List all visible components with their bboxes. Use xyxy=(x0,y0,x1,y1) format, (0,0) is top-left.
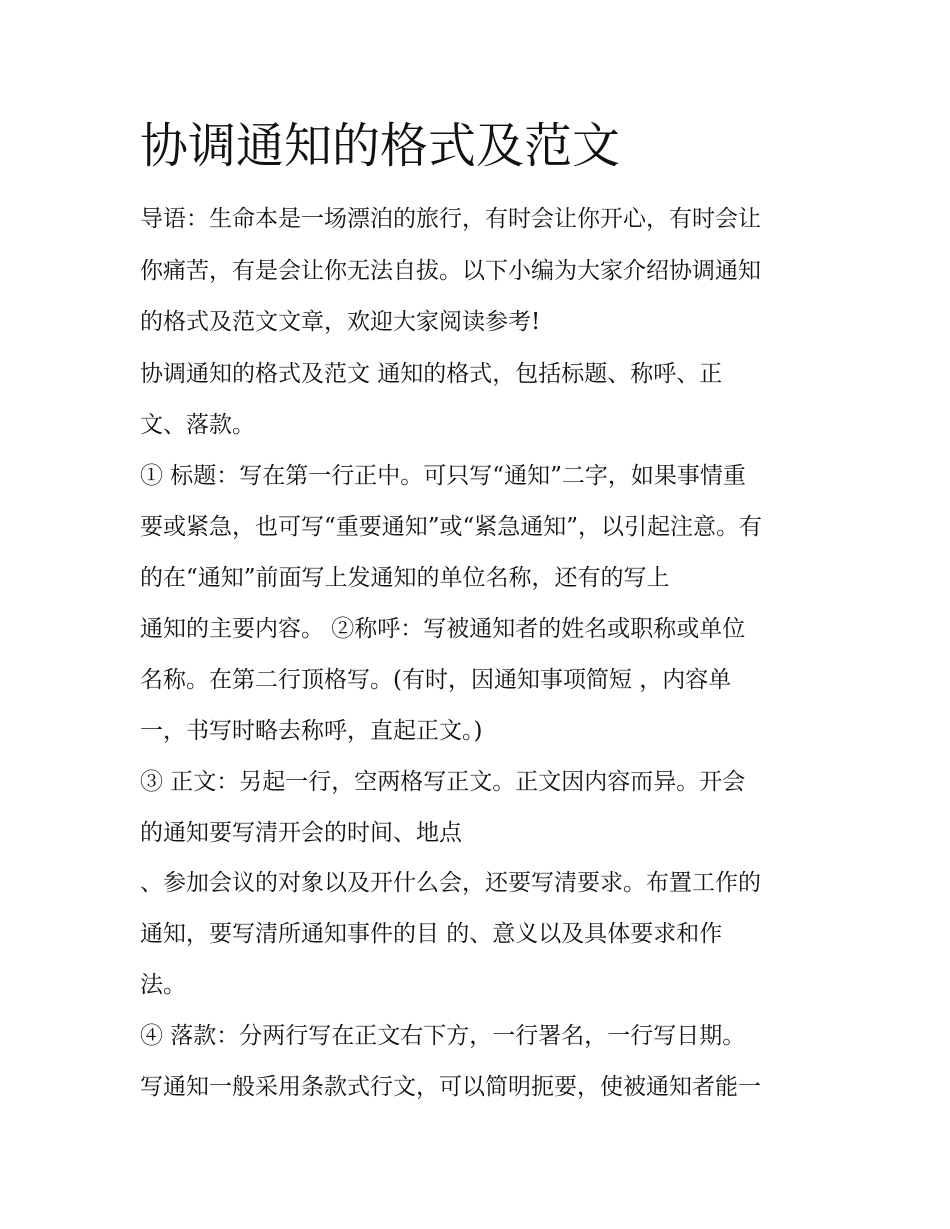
body-line: 、参加会议的对象以及开什么会，还要写清要求。布置工作的 xyxy=(140,870,761,896)
body-line: ③ 正文：另起一行，空两格写正文。正文因内容而异。开会 xyxy=(140,769,746,795)
body-line: ① 标题：写在第一行正中。可只写“通知”二字，如果事情重 xyxy=(140,463,746,489)
body-line: 要或紧急，也可写“重要通知”或“紧急通知”，以引起注意。有 xyxy=(140,514,763,540)
body-line: 文、落款。 xyxy=(140,412,255,438)
body-line: 法。 xyxy=(140,972,186,998)
body-line: 名称。在第二行顶格写。(有时，因通知事项简短 ，内容单 xyxy=(140,667,732,693)
body-line: ④ 落款：分两行写在正文右下方，一行署名，一行写日期。 xyxy=(140,1023,746,1049)
body-line: 的通知要写清开会的时间、地点 xyxy=(140,820,462,846)
body-line: 协调通知的格式及范文 通知的格式，包括标题、称呼、正 xyxy=(140,361,723,387)
body-line: 导语：生命本是一场漂泊的旅行，有时会让你开心，有时会让 xyxy=(140,206,761,232)
body-line: 一，书写时略去称呼，直起正文。) xyxy=(140,718,483,744)
body-line: 的在“通知”前面写上发通知的单位名称，还有的写上 xyxy=(140,565,670,591)
body-line: 通知，要写清所通知事件的目 的、意义以及具体要求和作 xyxy=(140,921,723,947)
body-line: 通知的主要内容。 ②称呼：写被通知者的姓名或职称或单位 xyxy=(140,616,746,642)
document-title: 协调通知的格式及范文 xyxy=(140,118,621,174)
body-line: 你痛苦，有是会让你无法自拔。以下小编为大家介绍协调通知 xyxy=(140,258,761,284)
body-line: 写通知一般采用条款式行文，可以简明扼要，使被通知者能一 xyxy=(140,1074,761,1100)
body-line: 的格式及范文文章，欢迎大家阅读参考! xyxy=(140,309,541,335)
